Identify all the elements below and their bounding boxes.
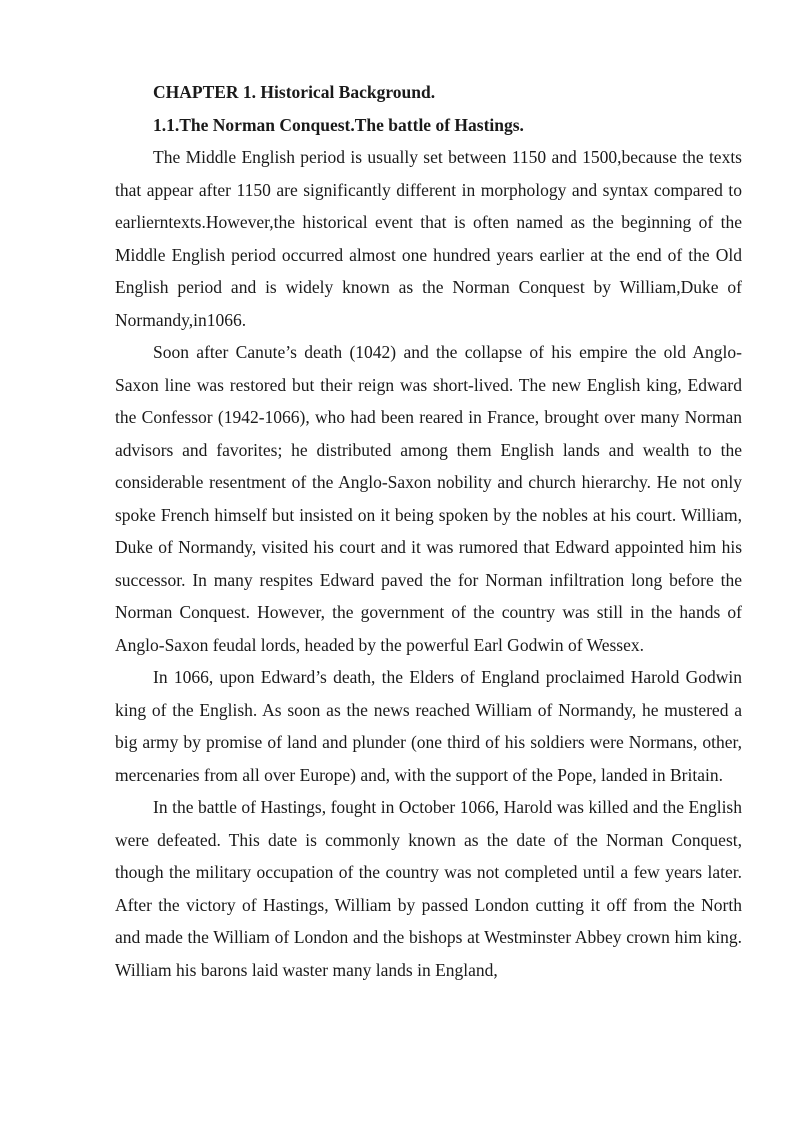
- chapter-heading: CHAPTER 1. Historical Background.: [153, 82, 436, 102]
- page-body: [115, 76, 742, 986]
- paragraph: The Middle English period is usually set between 1150 and 1500,because the texts that appear after 1150 are significantly different in morphology and syntax compared to earlierntexts.However,the historical event that is often named as the beginning of the Middle English period occurred almost one hundred years earlier at the end of the Old English period and is widely known as the Norman Conquest by William,Duke of Normandy,in1066.: [115, 147, 742, 330]
- paragraph: In 1066, upon Edward’s death, the Elders of England proclaimed Harold Godwin king of the English. As soon as the news reached William of Normandy, he mustered a big army by promise of land and plunder (one third of his soldiers were Normans, other, mercenaries from all over Europe) and, with the support of the Pope, landed in Britain.: [115, 667, 742, 785]
- section-heading: 1.1.The Norman Conquest.The battle of Hastings.: [153, 114, 524, 135]
- paragraph: Soon after Canute’s death (1042) and the collapse of his empire the old Anglo-Saxon line was restored but their reign was short-lived. The new English king, Edward the Confessor (1942-1066), who had been reared in France, brought over many Norman advisors and favorites; he distributed among them English lands and wealth to the considerable resentment of the Anglo-Saxon nobility and church hierarchy. He not only spoke French himself but insisted on it being spoken by the nobles at his court. William, Duke of Normandy, visited his court and it was rumored that Edward appointed him his successor. In many respites Edward paved the for Norman infiltration long before the Norman Conquest. However, the government of the country was still in the hands of Anglo-Saxon feudal lords, headed by the powerful Earl Godwin of Wessex.: [115, 342, 742, 655]
- paragraph: In the battle of Hastings, fought in October 1066, Harold was killed and the English were defeated. This date is commonly known as the date of the Norman Conquest, though the military occupation of the country was not completed until a few years later. After the victory of Hastings, William by passed London cutting it off from the North and made the William of London and the bishops at Westminster Abbey crown him king. William his barons laid waster many lands in England,: [115, 797, 742, 980]
